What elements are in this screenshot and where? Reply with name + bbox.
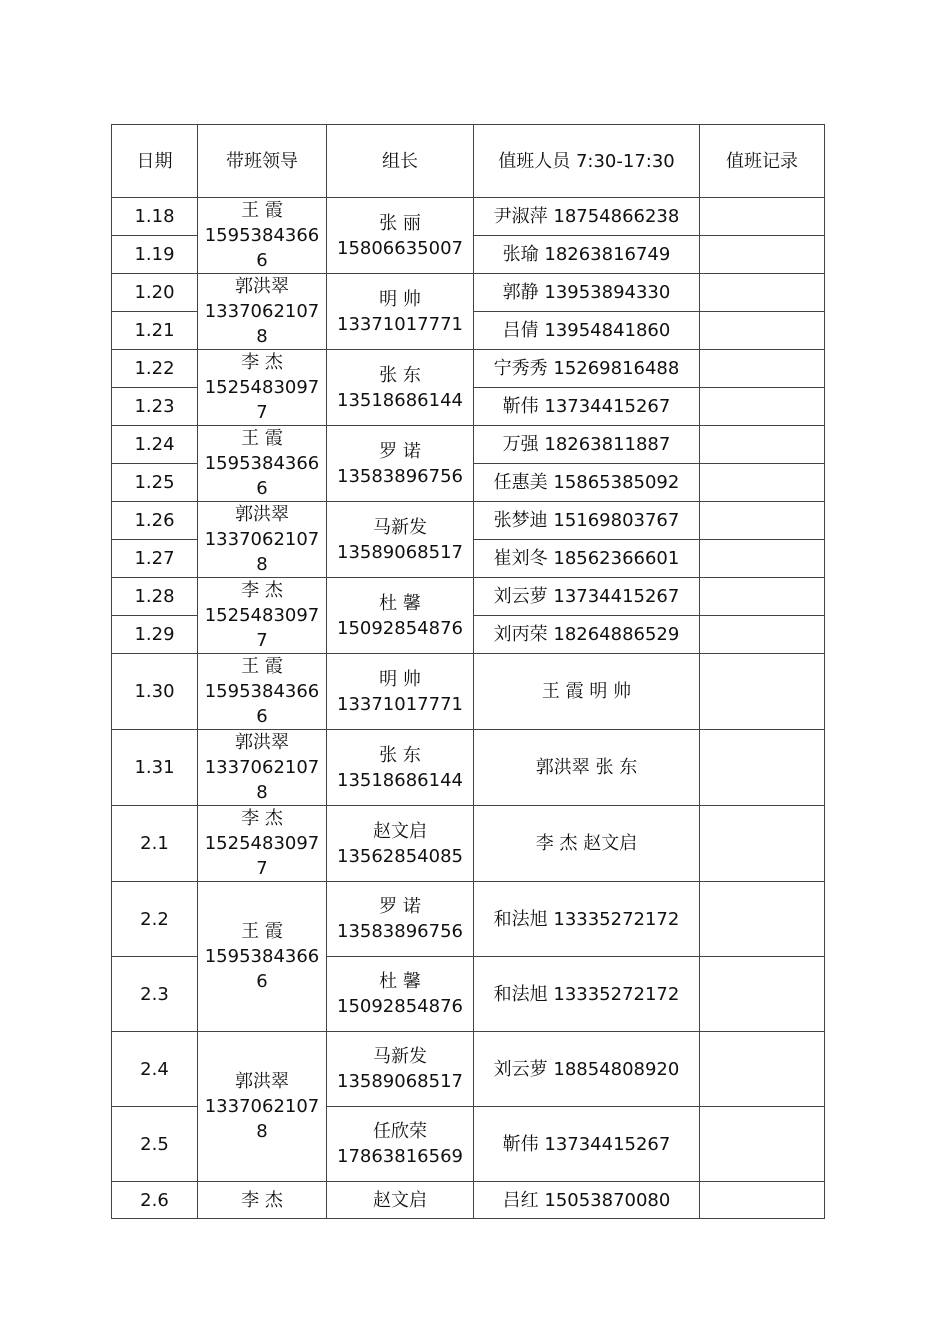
leader-phone: 13370621078	[204, 529, 320, 575]
header-group-leader: 组长	[327, 125, 474, 198]
group-leader-name: 明 帅	[379, 668, 421, 690]
date-cell: 1.27	[112, 540, 198, 578]
group-leader-cell	[327, 957, 474, 1032]
leader-cell	[198, 274, 327, 350]
table-row	[112, 350, 825, 388]
group-leader-phone: 13583896756	[337, 921, 463, 942]
staff-cell: 吕倩 13954841860	[474, 312, 700, 350]
leader-cell	[198, 730, 327, 806]
group-leader-cell	[327, 198, 474, 274]
leader-phone: 13370621078	[204, 757, 320, 803]
leader-name: 王 霞	[241, 428, 283, 449]
date-cell: 2.3	[112, 957, 198, 1032]
staff-cell: 郭洪翠 张 东	[474, 730, 700, 806]
staff-cell: 和法旭 13335272172	[474, 882, 700, 957]
group-leader-phone: 15092854876	[337, 996, 463, 1017]
record-cell[interactable]	[700, 806, 825, 882]
group-leader-name: 任欣荣	[373, 1121, 427, 1142]
group-leader-phone: 13371017771	[337, 693, 463, 715]
group-leader-cell	[327, 806, 474, 882]
leader-phone: 15254830977	[204, 605, 320, 651]
group-leader-cell	[327, 654, 474, 730]
leader-phone: 15254830977	[204, 377, 320, 423]
group-leader-phone: 15806635007	[337, 237, 463, 259]
group-leader-phone: 15092854876	[337, 617, 463, 639]
leader-phone: 15953843666	[204, 946, 320, 992]
record-cell[interactable]	[700, 502, 825, 540]
leader-name: 郭洪翠	[235, 276, 289, 297]
leader-name: 李 杰	[241, 808, 283, 829]
leader-name: 李 杰	[241, 580, 283, 601]
group-leader-cell	[327, 426, 474, 502]
group-leader-cell	[327, 274, 474, 350]
leader-name: 李 杰	[241, 352, 283, 373]
table-row	[112, 806, 825, 882]
date-cell: 1.18	[112, 198, 198, 236]
record-cell[interactable]	[700, 1107, 825, 1182]
group-leader-cell	[327, 1032, 474, 1107]
date-cell: 2.4	[112, 1032, 198, 1107]
table-row	[112, 578, 825, 616]
date-cell: 1.24	[112, 426, 198, 464]
group-leader-cell	[327, 1182, 474, 1219]
leader-name: 王 霞	[241, 200, 283, 221]
group-leader-cell	[327, 1107, 474, 1182]
group-leader-name: 明 帅	[379, 288, 421, 310]
staff-cell: 李 杰 赵文启	[474, 806, 700, 882]
group-leader-phone: 13562854085	[337, 845, 463, 867]
staff-cell: 刘丙荣 18264886529	[474, 616, 700, 654]
record-cell[interactable]	[700, 1032, 825, 1107]
staff-cell: 张瑜 18263816749	[474, 236, 700, 274]
leader-cell	[198, 1032, 327, 1182]
leader-name: 郭洪翠	[235, 1071, 289, 1092]
staff-cell: 万强 18263811887	[474, 426, 700, 464]
group-leader-cell	[327, 502, 474, 578]
record-cell[interactable]	[700, 198, 825, 236]
staff-cell: 刘云萝 18854808920	[474, 1032, 700, 1107]
date-cell: 2.6	[112, 1182, 198, 1219]
leader-cell	[198, 654, 327, 730]
record-cell[interactable]	[700, 350, 825, 388]
staff-cell: 宁秀秀 15269816488	[474, 350, 700, 388]
group-leader-cell	[327, 882, 474, 957]
table-row	[112, 1032, 825, 1107]
group-leader-cell	[327, 578, 474, 654]
header-staff: 值班人员 7:30-17:30	[474, 125, 700, 198]
date-cell: 2.1	[112, 806, 198, 882]
record-cell[interactable]	[700, 616, 825, 654]
header-record: 值班记录	[700, 125, 825, 198]
record-cell[interactable]	[700, 312, 825, 350]
record-cell[interactable]	[700, 730, 825, 806]
leader-name: 王 霞	[241, 656, 283, 677]
date-cell: 1.23	[112, 388, 198, 426]
record-cell[interactable]	[700, 426, 825, 464]
table-row	[112, 502, 825, 540]
staff-cell: 尹淑萍 18754866238	[474, 198, 700, 236]
leader-cell	[198, 350, 327, 426]
group-leader-phone: 13518686144	[337, 769, 463, 791]
group-leader-name: 罗 诺	[379, 896, 421, 917]
leader-phone: 15254830977	[204, 833, 320, 879]
table-row	[112, 1182, 825, 1219]
record-cell[interactable]	[700, 1182, 825, 1219]
leader-cell	[198, 578, 327, 654]
group-leader-phone: 13371017771	[337, 313, 463, 335]
staff-cell: 吕红 15053870080	[474, 1182, 700, 1219]
date-cell: 2.2	[112, 882, 198, 957]
record-cell[interactable]	[700, 540, 825, 578]
group-leader-phone: 17863816569	[337, 1146, 463, 1167]
date-cell: 1.21	[112, 312, 198, 350]
group-leader-phone: 13583896756	[337, 465, 463, 487]
date-cell: 1.19	[112, 236, 198, 274]
date-cell: 1.28	[112, 578, 198, 616]
date-cell: 1.31	[112, 730, 198, 806]
date-cell: 1.22	[112, 350, 198, 388]
leader-name: 郭洪翠	[235, 732, 289, 753]
group-leader-name: 张 丽	[379, 212, 421, 234]
record-cell[interactable]	[700, 236, 825, 274]
date-cell: 1.30	[112, 654, 198, 730]
table-row	[112, 654, 825, 730]
leader-name: 李 杰	[241, 1189, 283, 1211]
date-cell: 2.5	[112, 1107, 198, 1182]
leader-cell	[198, 198, 327, 274]
leader-cell	[198, 1182, 327, 1219]
header-leader: 带班领导	[198, 125, 327, 198]
group-leader-phone: 13589068517	[337, 1071, 463, 1092]
table-row	[112, 882, 825, 957]
table-row	[112, 274, 825, 312]
staff-cell: 靳伟 13734415267	[474, 388, 700, 426]
table-row	[112, 198, 825, 236]
group-leader-name: 赵文启	[373, 1189, 427, 1211]
leader-phone: 15953843666	[204, 681, 320, 727]
group-leader-phone: 13518686144	[337, 389, 463, 411]
staff-cell: 郭静 13953894330	[474, 274, 700, 312]
record-cell[interactable]	[700, 957, 825, 1032]
leader-cell	[198, 806, 327, 882]
staff-cell: 王 霞 明 帅	[474, 654, 700, 730]
table-row	[112, 730, 825, 806]
group-leader-cell	[327, 350, 474, 426]
group-leader-name: 杜 馨	[379, 971, 421, 992]
staff-cell: 刘云萝 13734415267	[474, 578, 700, 616]
duty-roster-table	[111, 124, 825, 1219]
group-leader-name: 马新发	[373, 1046, 427, 1067]
leader-cell	[198, 882, 327, 1032]
leader-name: 王 霞	[241, 921, 283, 942]
date-cell: 1.26	[112, 502, 198, 540]
leader-phone: 13370621078	[204, 301, 320, 347]
staff-cell: 和法旭 13335272172	[474, 957, 700, 1032]
group-leader-cell	[327, 730, 474, 806]
record-cell[interactable]	[700, 578, 825, 616]
staff-cell: 靳伟 13734415267	[474, 1107, 700, 1182]
date-cell: 1.20	[112, 274, 198, 312]
date-cell: 1.29	[112, 616, 198, 654]
leader-cell	[198, 502, 327, 578]
group-leader-name: 张 东	[379, 744, 421, 766]
staff-cell: 任惠美 15865385092	[474, 464, 700, 502]
staff-cell: 张梦迪 15169803767	[474, 502, 700, 540]
record-cell[interactable]	[700, 654, 825, 730]
header-date: 日期	[112, 125, 198, 198]
table-row	[112, 426, 825, 464]
group-leader-phone: 13589068517	[337, 541, 463, 563]
record-cell[interactable]	[700, 882, 825, 957]
group-leader-name: 罗 诺	[379, 440, 421, 462]
leader-phone: 13370621078	[204, 1096, 320, 1142]
leader-cell	[198, 426, 327, 502]
leader-phone: 15953843666	[204, 225, 320, 271]
group-leader-name: 赵文启	[373, 820, 427, 842]
staff-cell: 崔刘冬 18562366601	[474, 540, 700, 578]
record-cell[interactable]	[700, 388, 825, 426]
leader-name: 郭洪翠	[235, 504, 289, 525]
record-cell[interactable]	[700, 274, 825, 312]
header-row	[112, 125, 825, 198]
group-leader-name: 张 东	[379, 364, 421, 386]
group-leader-name: 马新发	[373, 516, 427, 538]
date-cell: 1.25	[112, 464, 198, 502]
leader-phone: 15953843666	[204, 453, 320, 499]
group-leader-name: 杜 馨	[379, 592, 421, 614]
record-cell[interactable]	[700, 464, 825, 502]
